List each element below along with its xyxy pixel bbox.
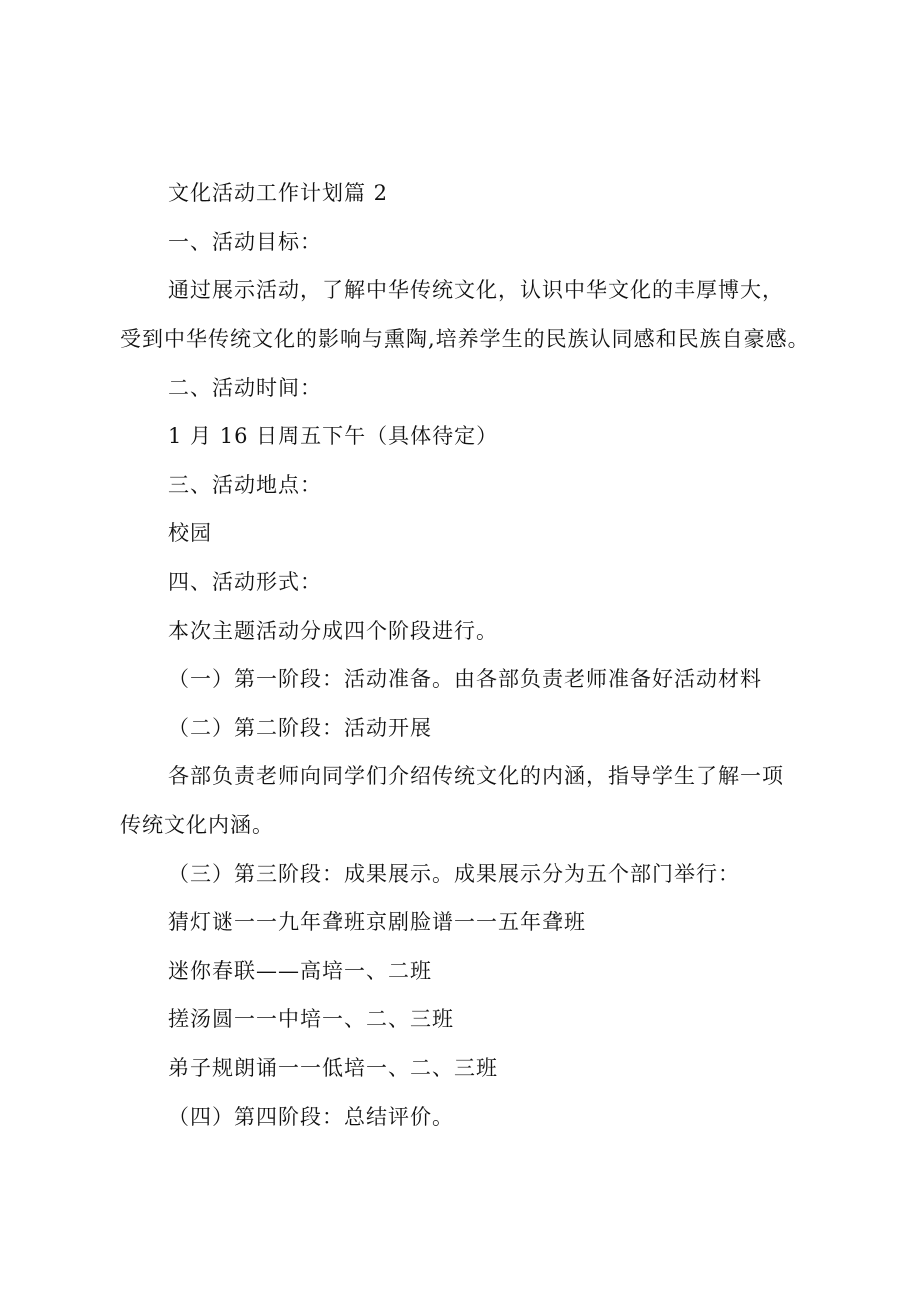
stage3: （三）第三阶段：成果展示。成果展示分为五个部门举行： [168, 862, 740, 886]
form-intro: 本次主题活动分成四个阶段进行。 [168, 619, 498, 643]
activity-item: 猜灯谜一一九年聋班京剧脸谱一一五年聋班 [168, 910, 586, 934]
stage1: （一）第一阶段：活动准备。由各部负责老师准备好活动材料 [168, 667, 762, 691]
stage2-text-line1: 各部负责老师向同学们介绍传统文化的内涵，指导学生了解一项 [168, 764, 784, 788]
time-heading: 二、活动时间： [168, 376, 322, 400]
stage2: （二）第二阶段：活动开展 [168, 716, 432, 740]
stage2-text-line2: 传统文化内涵。 [120, 813, 274, 837]
activity-item: 搓汤圆一一中培一、二、三班 [168, 1007, 454, 1031]
activity-item: 弟子规朗诵一一低培一、二、三班 [168, 1056, 498, 1080]
document-title: 文化活动工作计划篇 2 [168, 181, 389, 205]
stage4: （四）第四阶段：总结评价。 [168, 1105, 454, 1129]
place-text: 校园 [168, 521, 212, 545]
activity-item: 迷你春联——高培一、二班 [168, 959, 432, 983]
place-heading: 三、活动地点： [168, 473, 322, 497]
goal-text-line1: 通过展示活动，了解中华传统文化，认识中华文化的丰厚博大， [168, 278, 784, 302]
time-text: 1 月 16 日周五下午（具体待定） [168, 424, 499, 448]
form-heading: 四、活动形式： [168, 570, 322, 594]
goal-heading: 一、活动目标： [168, 230, 322, 254]
goal-text-line2: 受到中华传统文化的影响与熏陶,培养学生的民族认同感和民族自豪感。 [120, 327, 810, 351]
